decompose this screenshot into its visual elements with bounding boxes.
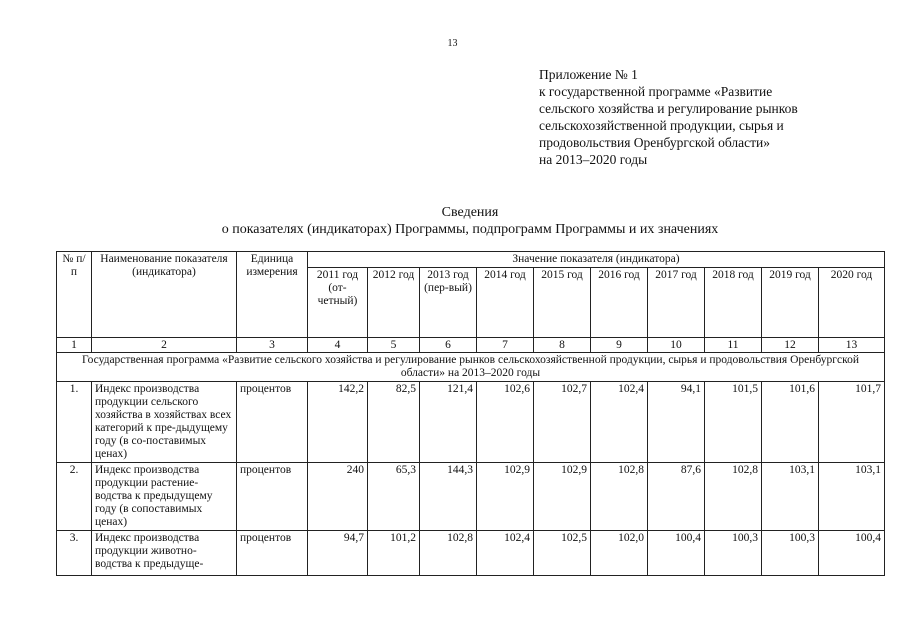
header-year: 2013 год (пер-вый) [420,268,477,338]
row-value: 101,6 [762,382,819,463]
row-value: 101,2 [368,531,420,576]
row-name: Индекс производства продукции растение-водства к предыдущему году (в сопоставимых ценах) [92,463,237,531]
header-num: № п/п [57,252,92,338]
row-value: 102,4 [591,382,648,463]
row-num: 3. [57,531,92,576]
column-number: 13 [819,338,885,353]
row-value: 100,4 [819,531,885,576]
row-value: 87,6 [648,463,705,531]
row-value: 100,3 [705,531,762,576]
row-unit: процентов [237,382,308,463]
row-value: 102,7 [534,382,591,463]
row-value: 102,8 [705,463,762,531]
table-row [57,531,885,576]
document-title [0,204,905,238]
row-unit: процентов [237,531,308,576]
row-value: 102,0 [591,531,648,576]
appendix-line: к государственной программе «Развитие [539,84,773,99]
column-number: 7 [477,338,534,353]
table-row [57,382,885,463]
section-title: Государственная программа «Развитие сельского хозяйства и регулирование рынков сельскохозяйственной продукции, сырья и продовольствия Оренбургской области» на 2013–2020 годы [57,353,885,382]
column-number: 6 [420,338,477,353]
row-value: 65,3 [368,463,420,531]
header-name: Наименование показателя (индикатора) [92,252,237,338]
column-number: 5 [368,338,420,353]
page-number: 13 [447,38,458,49]
header-unit: Единица измерения [237,252,308,338]
row-value: 101,7 [819,382,885,463]
appendix-line: на 2013–2020 годы [539,152,648,167]
row-value: 142,2 [308,382,368,463]
row-unit: процентов [237,463,308,531]
row-value: 94,1 [648,382,705,463]
row-name: Индекс производства продукции сельского хозяйства в хозяйствах всех категорий к пре-дыдущему году (в со-поставимых ценах) [92,382,237,463]
row-name: Индекс производства продукции животно-водства к предыдуще- [92,531,237,576]
column-number-row [57,338,885,353]
header-year: 2018 год [705,268,762,338]
header-year: 2020 год [819,268,885,338]
row-value: 240 [308,463,368,531]
row-value: 82,5 [368,382,420,463]
column-number: 12 [762,338,819,353]
appendix-line: сельского хозяйства и регулирование рынков [539,101,798,116]
row-value: 102,8 [420,531,477,576]
column-number: 8 [534,338,591,353]
header-row-top [57,252,885,268]
appendix-line: Приложение № 1 [539,67,638,82]
row-num: 2. [57,463,92,531]
header-year: 2015 год [534,268,591,338]
row-value: 102,5 [534,531,591,576]
column-number: 1 [57,338,92,353]
appendix-line: сельскохозяйственной продукции, сырья и [539,118,784,133]
column-number: 10 [648,338,705,353]
appendix-line: продовольствия Оренбургской области» [539,135,770,150]
column-number: 2 [92,338,237,353]
header-value-group: Значение показателя (индикатора) [308,252,885,268]
column-number: 11 [705,338,762,353]
row-value: 102,4 [477,531,534,576]
title-line-1: Сведения [441,205,499,220]
appendix-heading [539,66,879,168]
column-number: 4 [308,338,368,353]
row-value: 102,9 [534,463,591,531]
row-value: 103,1 [819,463,885,531]
row-num: 1. [57,382,92,463]
column-number: 3 [237,338,308,353]
row-value: 102,8 [591,463,648,531]
row-value: 100,3 [762,531,819,576]
header-year: 2019 год [762,268,819,338]
section-row [57,353,885,382]
header-year: 2011 год (от-четный) [308,268,368,338]
header-year: 2016 год [591,268,648,338]
title-line-2: о показателях (индикаторах) Программы, подпрограмм Программы и их значениях [221,222,719,237]
row-value: 100,4 [648,531,705,576]
row-value: 94,7 [308,531,368,576]
row-value: 102,6 [477,382,534,463]
row-value: 103,1 [762,463,819,531]
table-row [57,463,885,531]
row-value: 144,3 [420,463,477,531]
row-value: 121,4 [420,382,477,463]
indicators-table [56,251,885,576]
header-year: 2014 год [477,268,534,338]
header-year: 2017 год [648,268,705,338]
row-value: 101,5 [705,382,762,463]
column-number: 9 [591,338,648,353]
header-year: 2012 год [368,268,420,338]
row-value: 102,9 [477,463,534,531]
